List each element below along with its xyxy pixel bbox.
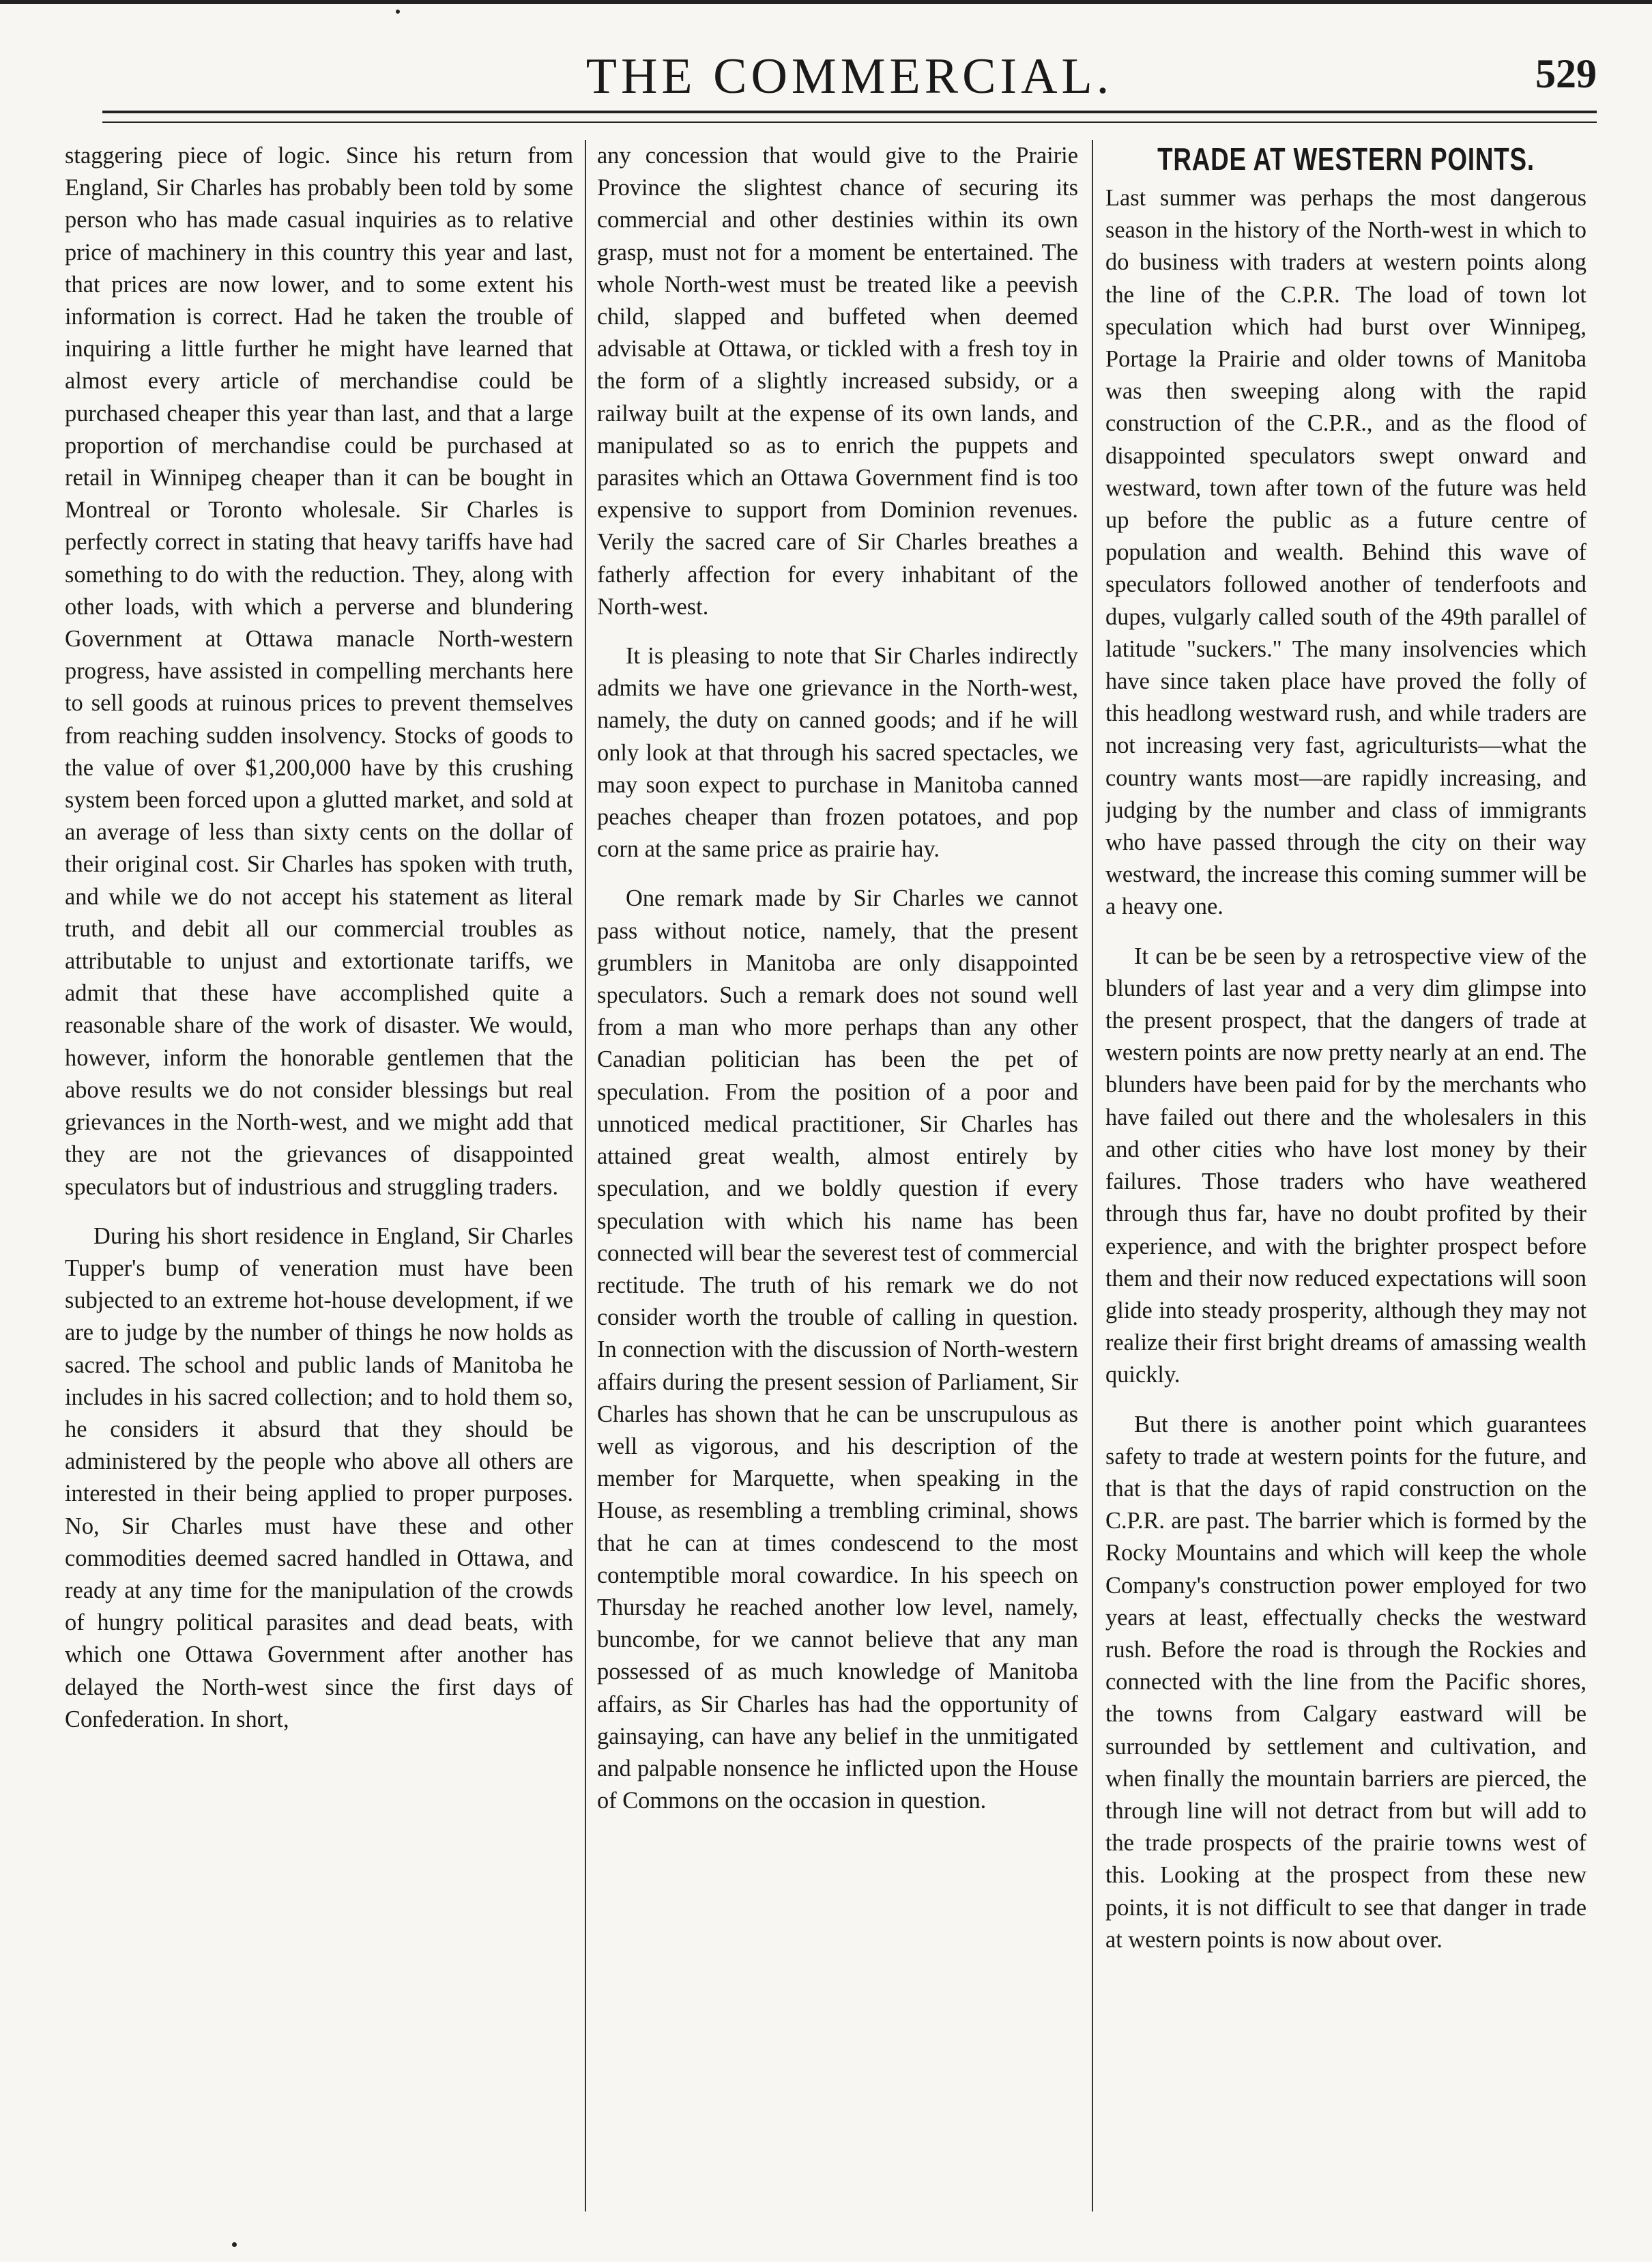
column-3 xyxy=(1105,140,1586,2201)
paragraph: One remark made by Sir Charles we cannot pass without notice, namely, that the present grumblers in Manitoba are only disappointed speculators. Such a remark does not sound well from a man who more perhaps than any other Canadian politician has been the pet of speculation. From the position of a poor and unnoticed medical practitioner, Sir Charles has attained great wealth, almost entirely by speculation, and we boldly question if every speculation with which his name has been connected will bear the severest test of commercial rectitude. The truth of his remark we do not consider worth the trouble of calling in question. In connection with the discussion of North-western affairs during the present session of Parliament, Sir Charles has shown that he can be unscrupulous as well as vigorous, and his description of the member for Marquette, when speaking in the House, as resembling a trembling criminal, shows that he can at times condescend to the most contemptible moral cowardice. In his speech on Thursday he reached another low level, namely, buncombe, for we cannot believe that any man possessed of as much knowledge of Manitoba affairs, as Sir Charles has had the opportunity of gainsaying, can have any belief in the unmitigated and palpable nonsence he inflicted upon the House of Commons on the occasion in question. xyxy=(597,885,1078,1814)
print-mark xyxy=(232,2242,237,2247)
masthead-rule-thick xyxy=(102,111,1597,113)
top-border xyxy=(0,0,1652,4)
paragraph: Last summer was perhaps the most dangerous season in the history of the North-west in which to do business with traders at western points along the line of the C.P.R. The load of town lot speculation which had burst over Winnipeg, Portage la Prairie and older towns of Manitoba was then sweeping along with the rapid construction of the C.P.R., and as the flood of disappointed speculators swept onward and westward, town after town of the future was held up before the public as a future centre of population and wealth. Behind this wave of speculators followed another of tenderfoots and dupes, vulgarly called south of the 49th parallel of latitude "suckers." The many insolvencies which have since taken place have proved the folly of this headlong westward rush, and while traders are not increasing very fast, agriculturists—what the country wants most—are rapidly increasing, and judging by the number and class of immigrants who have passed through the city on their way westward, the increase this coming summer will be a heavy one. xyxy=(1105,185,1586,920)
column-2 xyxy=(597,140,1078,2201)
paragraph: any concession that would give to the Prairie Province the slightest chance of securing its commercial and other destinies within its own grasp, must not for a moment be entertained. The whole North-west must be treated like a peevish child, slapped and buffeted when deemed advisable at Ottawa, or tickled with a fresh toy in the form of a slightly increased subsidy, or a railway built at the expense of its own lands, and manipulated so as to enrich the puppets and parasites which an Ottawa Government find is too expensive to support from Dominion revenues. Verily the sacred care of Sir Charles breathes a fatherly affection for every inhabitant of the North-west. xyxy=(597,143,1078,620)
paragraph: staggering piece of logic. Since his return from England, Sir Charles has probably been told by some person who has made casual inquiries as to relative price of machinery in this country this year and last, that prices are now lower, and to some extent his information is correct. Had he taken the trouble of inquiring a little further he might have learned that almost every article of merchandise could be purchased cheaper this year than last, and that a large proportion of merchandise could be purchased at retail in Winnipeg cheaper than it can be bought in Montreal or Toronto wholesale. Sir Charles is perfectly correct in stating that heavy tariffs have had something to do with the reduction. They, along with other loads, with which a perverse and blundering Government at Ottawa manacle North-western progress, have assisted in compelling merchants here to sell goods at ruinous prices to prevent themselves from reaching sudden insolvency. Stocks of goods to the value of over $1,200,000 have by this crushing system been forced upon a glutted market, and sold at an average of less than sixty cents on the dollar of their original cost. Sir Charles has spoken with truth, and while we do not accept his statement as literal truth, and debit all our commercial troubles as attributable to unjust and extortionate tariffs, we admit that these have accomplished quite a reasonable share of the work of disaster. We would, however, inform the honorable gentlemen that the above results we do not consider blessings but real grievances in the North-west, and we might add that they are not the grievances of disappointed speculators but of industrious and struggling traders. xyxy=(65,143,573,1200)
page-number: 529 xyxy=(1535,51,1597,96)
paragraph: It can be be seen by a retrospective view of the blunders of last year and a very dim glimpse into the present prospect, that the dangers of trade at western points are now pretty nearly at an end. The blunders have been paid for by the merchants who have failed out there and the wholesalers in this and other cities who have lost money by their failures. Those traders who have weathered through thus far, have no doubt profited by their experience, and with the brighter prospect before them and their now reduced expectations will soon glide into steady prosperity, although they may not realize their first bright dreams of amassing wealth quickly. xyxy=(1105,943,1586,1388)
paragraph: It is pleasing to note that Sir Charles indirectly admits we have one grievance in the North-west, namely, the duty on canned goods; and if he will only look at that through his sacred spectacles, we may soon expect to purchase in Manitoba canned peaches cheaper than frozen potatoes, and pop corn at the same price as prairie hay. xyxy=(597,643,1078,863)
column-divider xyxy=(585,140,586,2211)
column-1 xyxy=(65,140,573,2201)
article-heading: TRADE AT WESTERN POINTS. xyxy=(1157,141,1535,177)
paragraph: But there is another point which guarantees safety to trade at western points for the future, and that is that the days of rapid construction on the C.P.R. are past. The barrier which is formed by the Rocky Mountains and which will keep the whole Company's construction power employed for two years at least, effectually checks the westward rush. Before the road is through the Rockies and connected with the line from the Pacific shores, the towns from Calgary eastward will be surrounded by settlement and cultivation, and when finally the mountain barriers are pierced, the through line will not detract from but will add to the trade prospects of the prairie towns west of this. Looking at the prospect from these new points, it is not difficult to see that danger in trade at western points is now about over. xyxy=(1105,1411,1586,1953)
newspaper-title: THE COMMERCIAL. xyxy=(585,48,1114,104)
masthead xyxy=(102,41,1597,109)
masthead-rule-thin xyxy=(102,121,1597,123)
column-divider xyxy=(1092,140,1093,2211)
paragraph: During his short residence in England, Sir Charles Tupper's bump of veneration must have been subjected to an extreme hot-house development, if we are to judge by the number of things he now holds as sacred. The school and public lands of Manitoba he includes in his sacred collection; and to hold them so, he considers it absurd that they should be administered by the people who above all others are interested in their being applied to proper purposes. No, Sir Charles must have these and other commodities deemed sacred handled in Ottawa, and ready at any time for the manipulation of the crowds of hungry political parasites and dead beats, with which one Ottawa Government after another has delayed the North-west since the first days of Confederation. In short, xyxy=(65,1222,573,1732)
print-mark xyxy=(396,10,400,14)
